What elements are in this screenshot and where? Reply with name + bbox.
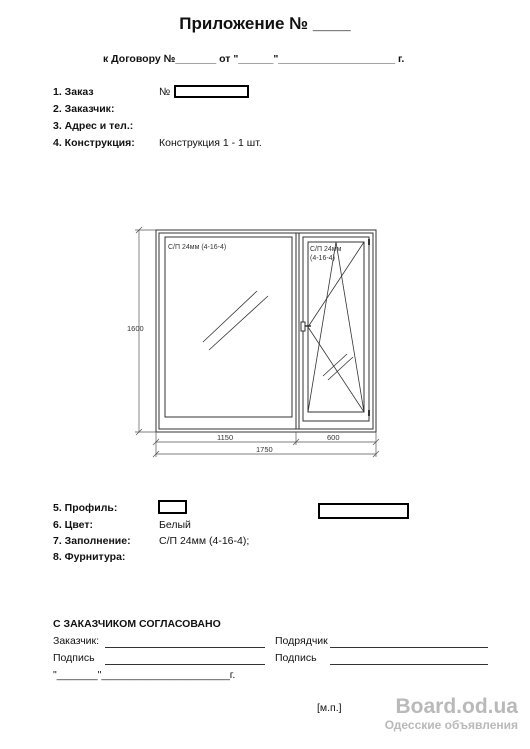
filling-label: 7. Заполнение: <box>53 535 131 547</box>
left-glass-pane <box>165 237 292 417</box>
profile-redaction-2 <box>318 503 409 519</box>
page-title: Приложение № ____ <box>179 14 351 33</box>
customer-signature-line <box>105 664 265 665</box>
height-dimension: 1600 <box>127 324 144 333</box>
hardware-label: 8. Фурнитура: <box>53 551 126 563</box>
contractor-name-line <box>330 647 488 648</box>
address-label: 3. Адрес и тел.: <box>53 120 134 132</box>
contractor-sign-label: Подрядчик <box>275 635 328 647</box>
hinge-icon <box>368 239 370 245</box>
agreement-heading: С ЗАКАЗЧИКОМ СОГЛАСОВАНО <box>53 618 221 630</box>
right-pane-label-2: (4-16-4) <box>310 255 335 262</box>
contract-line: к Договору №_______ от "______"____________________ г. <box>103 53 405 65</box>
width-right-dimension: 600 <box>327 433 340 442</box>
date-line: "_______"______________________г. <box>53 669 236 681</box>
customer-label: 2. Заказчик: <box>53 103 115 115</box>
color-label: 6. Цвет: <box>53 519 94 531</box>
profile-label: 5. Профиль: <box>53 502 118 514</box>
width-left-dimension: 1150 <box>217 433 234 442</box>
order-number-prefix: № <box>159 86 171 98</box>
window-handle-icon <box>301 322 305 331</box>
window-frame <box>156 230 376 432</box>
hinge-icon <box>368 410 370 416</box>
construction-label: 4. Конструкция: <box>53 137 135 149</box>
profile-redaction <box>158 500 187 514</box>
contractor-signature-label: Подпись <box>275 652 317 664</box>
order-number-redaction <box>174 85 249 98</box>
customer-sign-label: Заказчик: <box>53 635 100 647</box>
stamp-placeholder: [м.п.] <box>317 702 342 714</box>
construction-value: Конструкция 1 - 1 шт. <box>159 137 262 149</box>
left-pane-label: С/П 24мм (4-16-4) <box>168 244 227 251</box>
customer-signature-label: Подпись <box>53 652 95 664</box>
filling-value: С/П 24мм (4-16-4); <box>159 535 250 547</box>
right-sash <box>303 237 369 421</box>
order-label: 1. Заказ <box>53 86 94 98</box>
window-drawing <box>125 225 385 463</box>
contractor-signature-line <box>330 664 488 665</box>
customer-name-line <box>105 647 265 648</box>
right-pane-label-1: С/П 24мм <box>310 246 342 253</box>
watermark-subtitle: Одесские объявления <box>384 718 518 732</box>
width-total-dimension: 1750 <box>256 445 273 454</box>
watermark-brand: Board.od.ua <box>395 695 518 718</box>
color-value: Белый <box>159 519 191 531</box>
